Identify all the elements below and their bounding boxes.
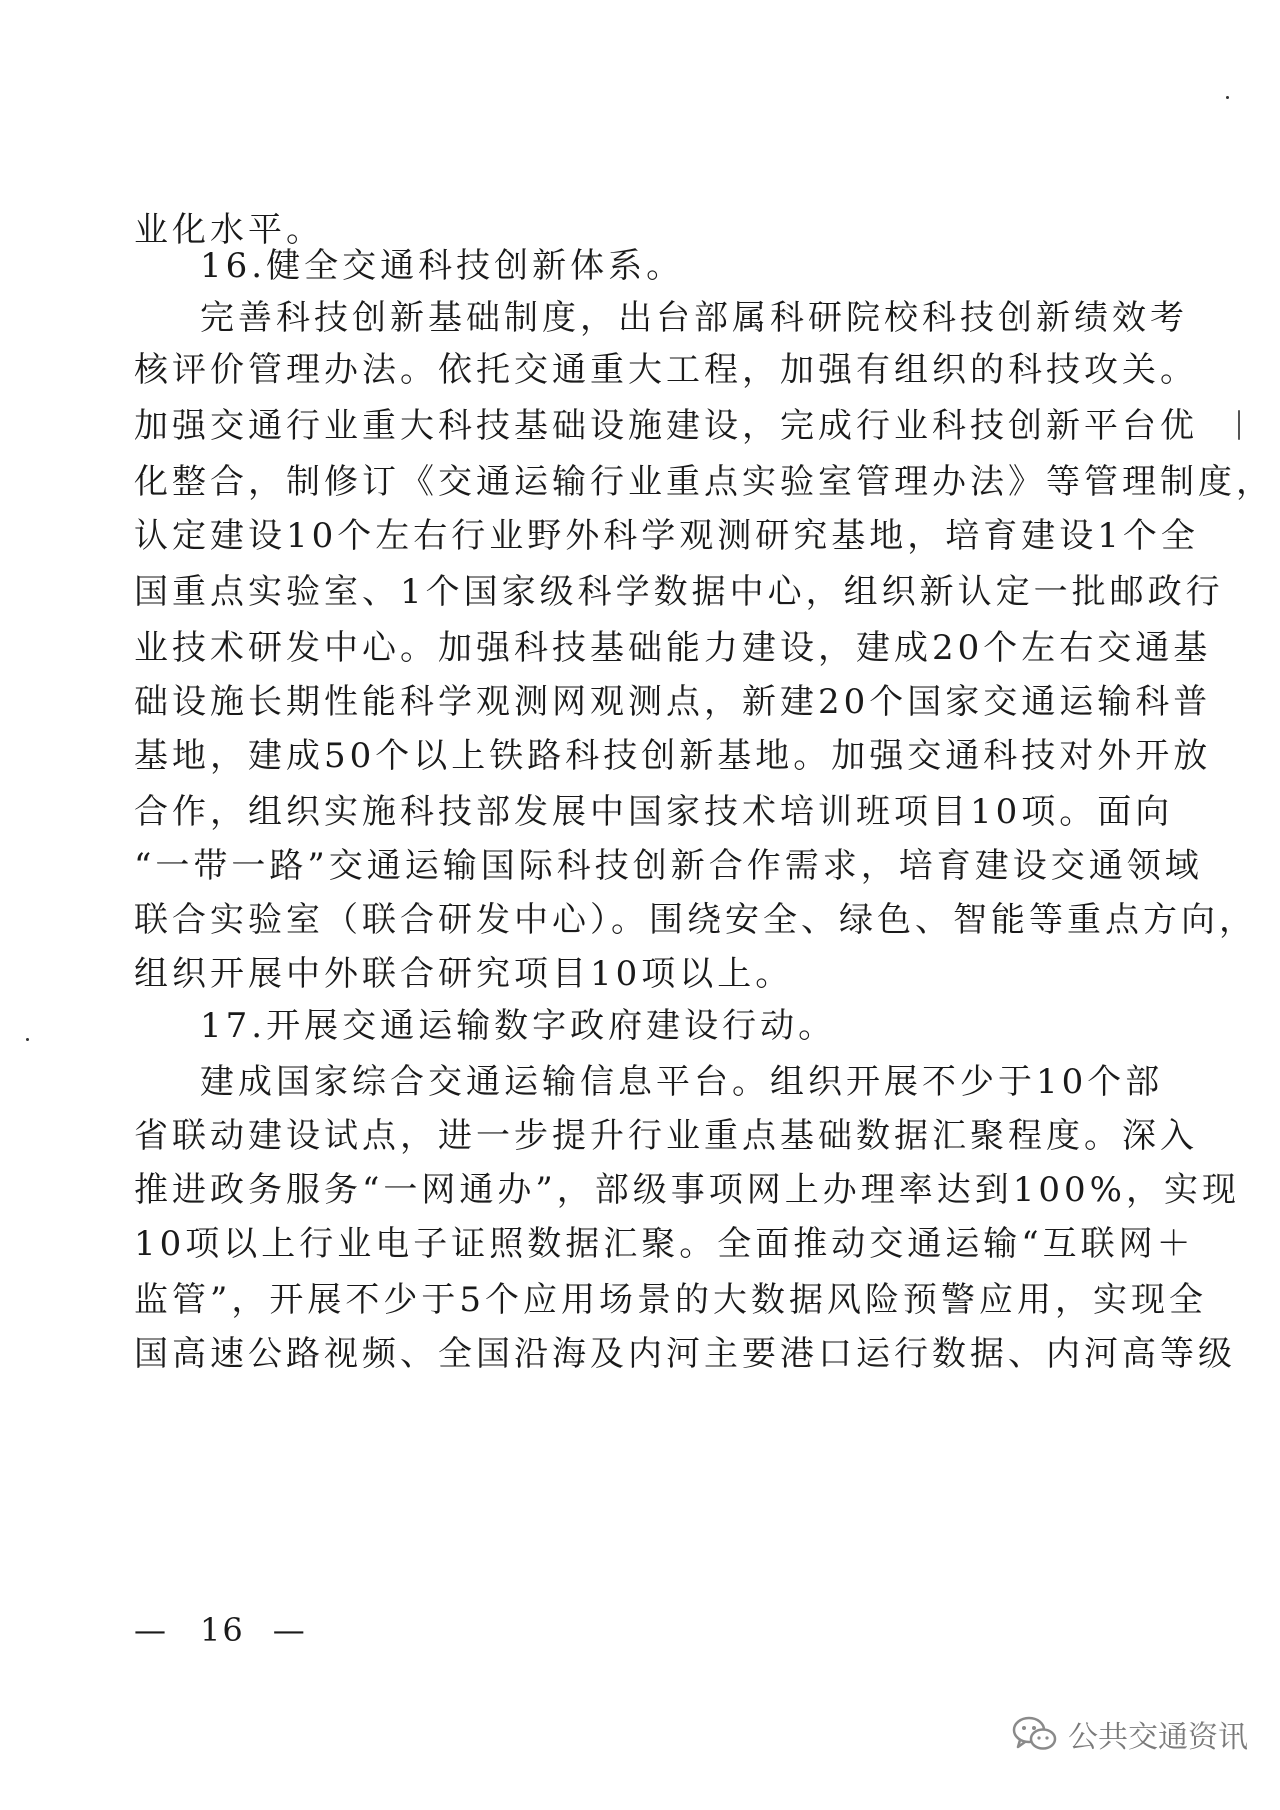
watermark	[1012, 1712, 1248, 1756]
text-line: 业技术研发中心。加强科技基础能力建设，建成20个左右交通基	[134, 628, 1212, 668]
wechat-icon	[1012, 1714, 1058, 1754]
text-line: 核评价管理办法。依托交通重大工程，加强有组织的科技攻关。	[134, 350, 1198, 390]
text-line: 10项以上行业电子证照数据汇聚。全面推动交通运输“互联网＋	[134, 1224, 1195, 1264]
section-heading-16: 16.健全交通科技创新体系。	[200, 246, 685, 286]
scan-speck	[26, 1038, 29, 1041]
section-heading-17: 17.开展交通运输数字政府建设行动。	[200, 1006, 837, 1046]
text-line: 推进政务服务“一网通办”，部级事项网上办理率达到100%，实现	[134, 1170, 1240, 1210]
page-number-value: 16	[200, 1611, 245, 1649]
page-number-dash-left: —	[134, 1611, 172, 1649]
text-line: 加强交通行业重大科技基础设施建设，完成行业科技创新平台优	[134, 406, 1198, 446]
text-line: 业化水平。	[134, 210, 324, 250]
text-line: 国高速公路视频、全国沿海及内河主要港口运行数据、内河高等级	[134, 1334, 1236, 1374]
text-line: 监管”，开展不少于5个应用场景的大数据风险预警应用，实现全	[134, 1280, 1208, 1320]
text-line: 省联动建设试点，进一步提升行业重点基础数据汇聚程度。深入	[134, 1116, 1198, 1156]
text-line: 基地，建成50个以上铁路科技创新基地。加强交通科技对外开放	[134, 736, 1212, 776]
text-line: 组织开展中外联合研究项目10项以上。	[134, 954, 794, 994]
text-line: 合作，组织实施科技部发展中国家技术培训班项目10项。面向	[134, 792, 1174, 832]
text-line: 联合实验室（联合研发中心）。围绕安全、绿色、智能等重点方向，	[134, 900, 1257, 940]
text-line: 础设施长期性能科学观测网观测点，新建20个国家交通运输科普	[134, 682, 1212, 722]
text-line: “一带一路”交通运输国际科技创新合作需求，培育建设交通领域	[134, 846, 1203, 886]
scan-speck	[1226, 96, 1229, 99]
text-line: 完善科技创新基础制度，出台部属科研院校科技创新绩效考	[200, 298, 1188, 338]
page-number	[134, 1608, 311, 1652]
text-line: 国重点实验室、1个国家级科学数据中心，组织新认定一批邮政行	[134, 572, 1224, 612]
text-line: 建成国家综合交通运输信息平台。组织开展不少于10个部	[200, 1062, 1164, 1102]
page-number-dash-right: —	[272, 1611, 311, 1649]
text-line: 化整合，制修订《交通运输行业重点实验室管理办法》等管理制度，	[134, 462, 1274, 502]
text-line: 认定建设10个左右行业野外科学观测研究基地，培育建设1个全	[134, 516, 1199, 556]
watermark-text: 公共交通资讯	[1068, 1720, 1248, 1755]
scan-mark	[1238, 410, 1240, 440]
